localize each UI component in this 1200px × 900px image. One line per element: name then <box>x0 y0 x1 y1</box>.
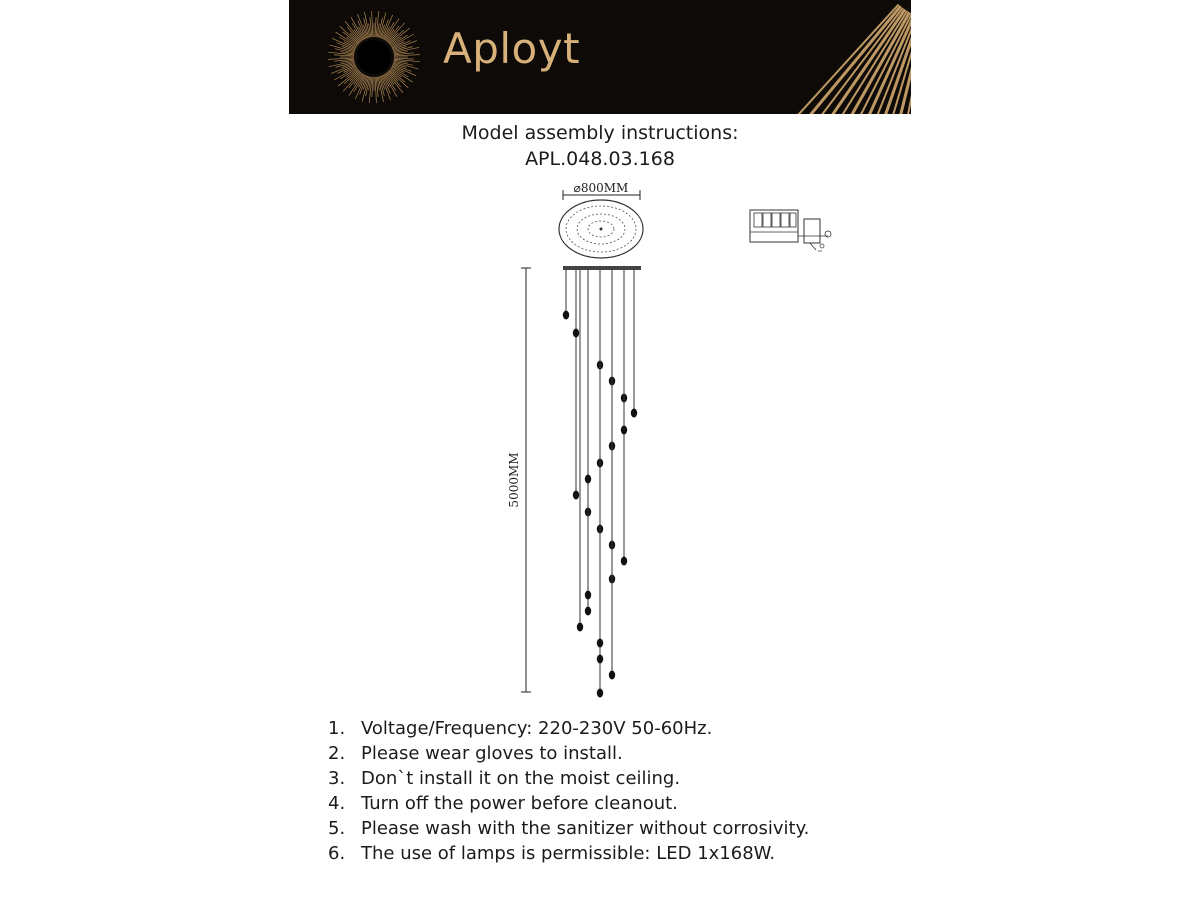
diameter-label: ⌀800MM <box>573 181 629 195</box>
instruction-item <box>328 791 809 816</box>
instruction-text: Voltage/Frequency: 220-230V 50-60Hz. <box>361 718 713 739</box>
pendant-lamp <box>597 689 603 698</box>
instruction-item <box>328 716 809 741</box>
instruction-number: 4. <box>328 793 346 814</box>
pendant-lamp <box>585 607 591 616</box>
pendant-lamp <box>573 329 579 338</box>
instruction-number: 5. <box>328 818 346 839</box>
canopy-side-view <box>563 266 641 270</box>
pendant-lamp <box>573 491 579 500</box>
pendant-lamp <box>621 426 627 435</box>
pendant-lamp <box>597 639 603 648</box>
instruction-item <box>328 816 809 841</box>
instruction-text: Don`t install it on the moist ceiling. <box>361 768 681 789</box>
pendant-lamp <box>621 557 627 566</box>
instruction-text: Turn off the power before cleanout. <box>361 793 678 814</box>
model-number: APL.048.03.168 <box>525 148 675 170</box>
instruction-number: 2. <box>328 743 346 764</box>
pendant-cords <box>563 270 637 698</box>
pendant-lamp <box>577 623 583 632</box>
pendant-lamp <box>585 475 591 484</box>
wiring-diagram-icon <box>750 210 831 251</box>
instruction-item <box>328 841 809 866</box>
instruction-text: Please wear gloves to install. <box>361 743 623 764</box>
instruction-text: The use of lamps is permissible: LED 1x168W. <box>361 843 776 864</box>
canopy-top-view <box>559 200 643 258</box>
instruction-number: 1. <box>328 718 346 739</box>
instruction-item <box>328 741 809 766</box>
pendant-lamp <box>563 311 569 320</box>
pendant-lamp <box>597 655 603 664</box>
instruction-item <box>328 766 809 791</box>
diameter-dimension <box>563 181 640 200</box>
instruction-text: Please wash with the sanitizer without corrosivity. <box>361 818 810 839</box>
instructions-list <box>328 716 809 866</box>
pendant-lamp <box>585 591 591 600</box>
pendant-lamp <box>631 409 637 418</box>
title-line-1: Model assembly instructions: <box>461 122 739 144</box>
instruction-number: 3. <box>328 768 346 789</box>
height-label: 5000MM <box>507 452 521 508</box>
instruction-number: 6. <box>328 843 346 864</box>
pendant-lamp <box>609 671 615 680</box>
height-dimension <box>507 268 531 692</box>
brand-logo-text: Aployt <box>443 24 581 73</box>
